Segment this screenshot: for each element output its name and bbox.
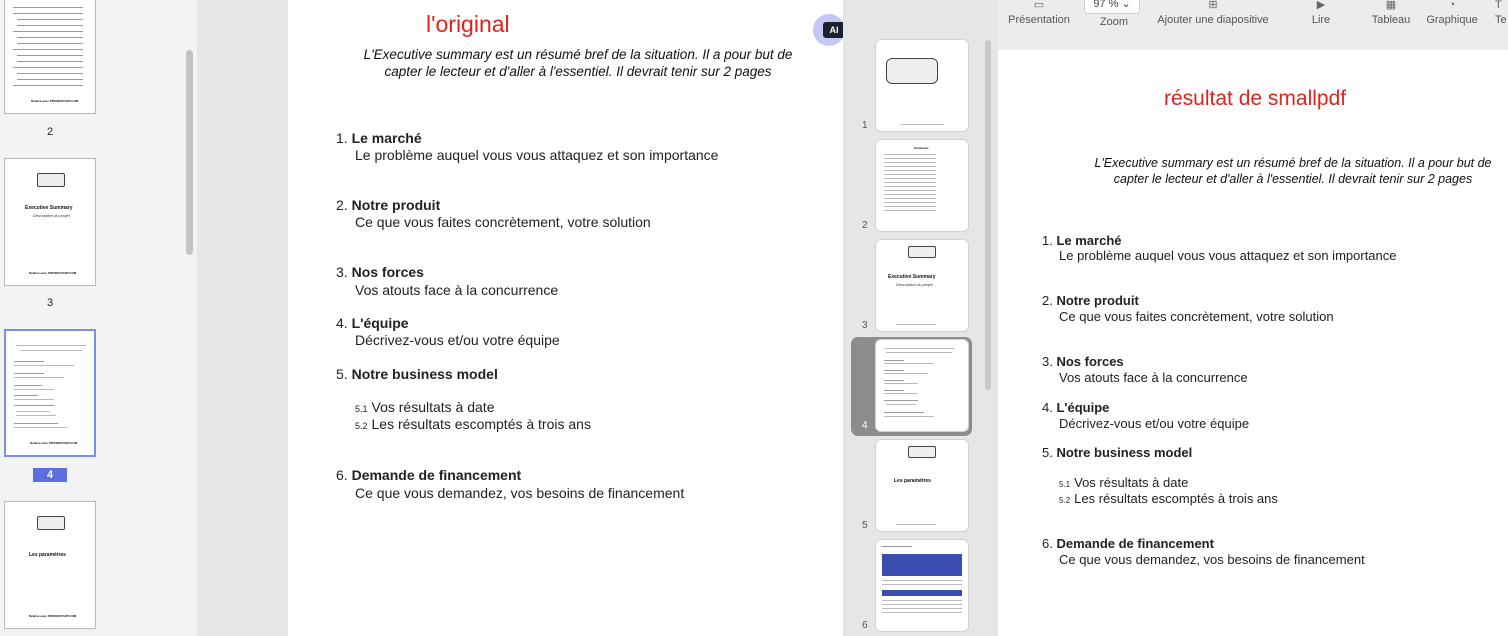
zoom-value: 97 % — [1093, 0, 1119, 10]
slide-number-selected: 4 — [862, 420, 868, 431]
add-slide-button[interactable] — [1148, 0, 1278, 26]
thumb-title: Executive Summary — [888, 274, 936, 280]
text-label: Te — [1495, 14, 1507, 26]
slide-thumb-1[interactable] — [876, 40, 968, 131]
list-item: 3. Nos forces — [1042, 354, 1124, 369]
slide-thumb-3[interactable] — [876, 240, 968, 331]
zoom-label: Zoom — [1099, 16, 1129, 28]
list-item-desc: Ce que vous demandez, vos besoins de financement — [1059, 552, 1365, 567]
smallpdf-label: résultat de smallpdf — [1164, 87, 1347, 110]
logo-icon — [908, 246, 936, 258]
slide-thumb-4[interactable] — [876, 340, 968, 431]
list-item: 5. Notre business model — [1042, 445, 1193, 460]
presentation-label: Présentation — [1008, 14, 1070, 26]
list-item: 4. L'équipe — [336, 315, 409, 331]
thumb-footer: Réalisé avec PRIXDESTART.COM — [31, 99, 79, 103]
navigator-scrollbar[interactable] — [985, 40, 991, 390]
intro-text — [1058, 155, 1508, 187]
list-item-desc: Ce que vous faites concrètement, votre solution — [355, 214, 651, 230]
thumbnail-page-4[interactable] — [4, 329, 96, 457]
chart-icon: ◔ — [1448, 0, 1456, 11]
intro-line-2: capter le lecteur et d'aller à l'essentiel. Il devrait tenir sur 2 pages — [1113, 172, 1473, 186]
list-item-desc: Ce que vous demandez, vos besoins de financement — [355, 485, 685, 501]
thumbnail-sidebar — [0, 0, 183, 636]
list-item: 1. Le marché — [336, 130, 422, 146]
slide-thumb-6[interactable] — [876, 540, 968, 631]
sidebar-scrollbar[interactable] — [183, 0, 197, 636]
text-icon: T — [1495, 0, 1502, 11]
slide-number: 1 — [862, 120, 868, 131]
chevron-down-icon: ⌄ — [1121, 0, 1131, 10]
list-item-desc: Vos atouts face à la concurrence — [355, 282, 559, 298]
thumbnail-page-5[interactable] — [4, 501, 96, 629]
add-slide-icon: ⊞ — [1208, 0, 1218, 11]
thumb-footer: Réalisé avec PRIXDESTART.COM — [30, 441, 78, 445]
table-preview — [882, 554, 962, 576]
table-button[interactable] — [1366, 0, 1416, 26]
list-item-desc: Décrivez-vous et/ou votre équipe — [1059, 416, 1250, 431]
page-number: 2 — [46, 126, 54, 138]
thumb-title: Les paramètres — [29, 552, 66, 558]
intro-line-1: L'Executive summary est un résumé bref de la situation. Il a pour but de — [1094, 156, 1492, 170]
intro-line-1: L'Executive summary est un résumé bref de la situation. Il a pour but de — [363, 47, 793, 62]
play-button[interactable] — [1301, 0, 1341, 26]
slide-number: 5 — [862, 520, 868, 531]
thumb-title: Sommaire — [914, 146, 929, 150]
list-item-desc: Vos atouts face à la concurrence — [1059, 370, 1248, 385]
logo-icon — [886, 58, 938, 84]
list-item: 2. Notre produit — [1042, 293, 1139, 308]
keynote-toolbar — [998, 0, 1508, 38]
play-icon: ▶ — [1316, 0, 1326, 11]
sub-item: 5.1 Vos résultats à date — [1059, 475, 1189, 490]
list-item: 2. Notre produit — [336, 197, 441, 213]
play-label: Lire — [1311, 14, 1331, 26]
document-gutter — [197, 0, 288, 636]
slide-number: 3 — [862, 320, 868, 331]
list-item: 6. Demande de financement — [1042, 536, 1214, 551]
thumbnail-page-2[interactable] — [4, 0, 96, 114]
sub-item: 5.2 Les résultats escomptés à trois ans — [1059, 491, 1278, 506]
slide-thumb-2[interactable] — [876, 140, 968, 231]
presentation-button[interactable] — [1004, 0, 1074, 26]
add-slide-label: Ajouter une diapositive — [1157, 14, 1269, 26]
thumb-footer: Réalisé avec PRIXDESTART.COM — [29, 271, 77, 275]
chart-button[interactable] — [1422, 0, 1482, 26]
sub-item: 5.2 Les résultats escomptés à trois ans — [355, 416, 591, 432]
slide-thumb-5[interactable] — [876, 440, 968, 531]
thumb-footer: Réalisé avec PRIXDESTART.COM — [29, 614, 77, 618]
page-number: 3 — [46, 297, 54, 309]
sub-item: 5.1 Vos résultats à date — [355, 399, 495, 415]
document-page — [288, 0, 843, 636]
logo-icon — [37, 173, 65, 187]
ai-assistant-button[interactable] — [813, 14, 845, 46]
list-item: 1. Le marché — [1042, 233, 1122, 248]
thumb-title: Les paramètres — [894, 478, 931, 484]
ai-badge-label: AI — [823, 22, 845, 38]
list-item-desc: Décrivez-vous et/ou votre équipe — [355, 332, 560, 348]
slide-number: 2 — [862, 220, 868, 231]
intro-line-2: capter le lecteur et d'aller à l'essentiel. Il devrait tenir sur 2 pages — [384, 64, 772, 79]
table-icon: ▦ — [1385, 0, 1397, 11]
slide-canvas — [998, 50, 1508, 636]
list-item-desc: Ce que vous faites concrètement, votre solution — [1059, 309, 1334, 324]
thumb-title: Executive Summary — [25, 205, 73, 211]
thumbnail-page-3[interactable] — [4, 158, 96, 286]
logo-icon — [908, 446, 936, 458]
thumb-subtitle: Description du projet — [896, 282, 933, 287]
page-number-selected: 4 — [33, 468, 67, 482]
slide-number: 6 — [862, 620, 868, 631]
list-item-desc: Le problème auquel vous vous attaquez et son importance — [1059, 248, 1397, 263]
zoom-select[interactable] — [1084, 0, 1140, 14]
intro-text — [308, 46, 843, 80]
list-item: 6. Demande de financement — [336, 467, 522, 483]
logo-icon — [37, 516, 65, 530]
thumb-subtitle: Description du projet — [33, 213, 70, 218]
table-label: Tableau — [1371, 14, 1411, 26]
list-item: 4. L'équipe — [1042, 400, 1110, 415]
list-item: 3. Nos forces — [336, 264, 424, 280]
original-label: l'original — [426, 11, 510, 37]
presentation-icon: ▭ — [1033, 0, 1045, 11]
list-item: 5. Notre business model — [336, 366, 498, 382]
list-item-desc: Le problème auquel vous vous attaquez et son importance — [355, 147, 719, 163]
text-button[interactable] — [1495, 0, 1508, 26]
chart-label: Graphique — [1426, 14, 1478, 26]
